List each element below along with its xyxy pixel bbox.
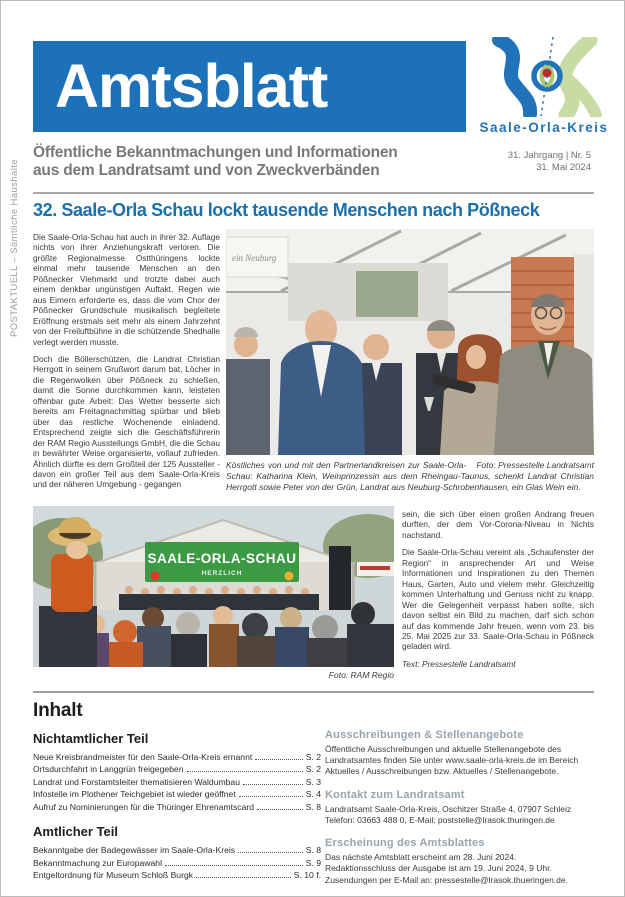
logo-wordmark: Saale-Orla-Kreis (479, 120, 609, 135)
banner-logo-left (151, 572, 160, 581)
article-headline: 32. Saale-Orla Schau lockt tausende Menschen nach Pößneck (33, 200, 540, 220)
toc-item[interactable] (33, 844, 321, 856)
toc-item-label: Aufruf zu Nominierungen für die Thüringer Ehrenamtscard (33, 801, 255, 812)
article-paragraph: Doch die Böllerschützen, die Landrat Christian Herrgott in seinem Grußwort darum bat, Löcher in die Regenwolken über Pößneck zu schießen, damit die Sonne durchkommen kann, leisteten offenbar gute Arbeit: Das Wetter besserte sich bereits am Freitagnachmittag spürbar und blieb über das restliche Wochenende einladend. Entsprechend zeigte sich die Geschäftsführerin der RAM Regio Ausstellungs GmbH, die die Schau in bewährter Weise organisierte, vollauf zufrieden. Ähnlich dürfte es dem Großteil der 125 Aussteller - davon ein großer Teil aus dem Saale-Orla-Kreis und der näheren Umgebung - gegangen (33, 353, 220, 490)
toc-item-page: S. 3 (305, 776, 321, 787)
toc-item-page: S. 9 (305, 857, 321, 868)
toc-leader-dots (165, 858, 303, 866)
toc-item[interactable] (33, 788, 321, 800)
crowd-photo (33, 506, 394, 667)
toc-section-heading: Amtlicher Teil (33, 824, 119, 840)
toc-item-page: S. 2 (305, 764, 321, 775)
toc-item-label: Neue Kreisbrandmeister für den Saale-Orla-Kreis ernannt (33, 752, 253, 762)
header-divider (33, 192, 594, 194)
toc-item[interactable] (33, 751, 321, 763)
main-photo-caption-text: Köstliches von und mit den Partnerlandkreisen zur Saale-Orla-Schau: Katharina Klein, Weinprinzessin aus dem Rheingau-Taunus, schenkt Landrat Christian Herrgott sowie Peter von der Grün, Landrat aus Neuburg-Schrobenhausen, ein Glas Wein ein. (226, 460, 594, 493)
article-paragraph: Die Saale-Orla-Schau vereint als „Schaufenster der Region“ in ansprechender Art und Weise Informationen und Inspirationen zu den Themen Haus, Garten, Auto und vielem mehr. Gleichzeitig kommen Unterhaltung und Genuss nicht zu knapp. Wer die Gelegenheit verpasst haben sollte, sich davon selbst ein Bild zu machen, darf sich schon auf das kommende Jahr freuen, wenn vom 23. bis 25. Mai 2025 zur 33. Saale-Orla-Schau in Pößneck geladen wird. (402, 547, 594, 652)
toc-leader-dots (238, 845, 303, 853)
main-photo-caption (226, 460, 594, 493)
postal-edge-label: POSTAKTUELL – Sämtliche Haushalte (9, 159, 20, 337)
toc-title: Inhalt (33, 700, 83, 721)
toc-leader-dots (187, 764, 303, 772)
toc-item-page: S. 8 (305, 845, 321, 856)
masthead-banner (33, 41, 466, 132)
toc-item-page: S. 8 (305, 801, 321, 812)
crowd-photo-credit: Foto: RAM Regio (328, 670, 394, 680)
masthead-title: Amtsblatt (55, 52, 328, 120)
info-submission-line: Zusendungen per E-Mail an: pressestelle@lrasok.thueringen.de. (325, 874, 568, 885)
toc-leader-dots (257, 802, 303, 810)
subtitle-line-2: aus dem Landratsamt und von Zweckverbänden (33, 162, 380, 180)
article-paragraph: Die Saale-Orla-Schau hat auch in ihrer 32. Auflage nichts von ihrer Anziehungskraft verloren. Die größte Regionalmesse Ostthüringens lockte einmal mehr tausende Menschen an den Pößnecker Viehmarkt und trotzte dabei auch einem denkbar ungünstigen Auftakt. Regen wie aus Eimern erforderte es, dass die vom Chor der Pößnecker Grundschule musikalisch begleitete Eröffnung erstmals seit mehr als einem Jahrzehnt von der Freiluftbühne in die schützende Shedhalle verlegt werden musste. (33, 232, 220, 347)
toc-item-label: Landrat und Forstamtsleiter thematisieren Waldumbau (33, 776, 240, 787)
logo-graphic-icon (469, 37, 619, 117)
stand-poster (356, 271, 418, 317)
toc-item-page: S. 4 (305, 789, 321, 800)
info-section-heading: Erscheinung des Amtsblattes (325, 837, 485, 850)
wall-pillar (574, 254, 594, 354)
saale-orla-kreis-logo (469, 37, 619, 143)
info-deadline-line: Redaktionsschluss der Ausgabe ist am 19. Juni 2024, 9 Uhr. (325, 863, 552, 874)
info-section-kontakt (325, 789, 594, 826)
stage-banner-subtitle: HERZLICH (201, 570, 243, 577)
article-paragraph: sein, die sich über einen großen Andrang freuen durften, der dem Vor-Corona-Niveau in Nichts nachstand. (402, 509, 594, 540)
content-divider (33, 691, 594, 693)
toc-item[interactable] (33, 763, 321, 775)
info-section-ausschreibungen (325, 729, 594, 778)
logo-blue-swoosh (499, 40, 530, 114)
toc-item-label: Bekanntmachung zur Europawahl (33, 857, 162, 868)
article-text-credit: Text: Pressestelle Landratsamt (402, 658, 516, 669)
issue-volume: 31. Jahrgang | Nr. 5 (507, 150, 591, 161)
subtitle (33, 144, 398, 181)
toc-section-heading: Nichtamtlicher Teil (33, 731, 149, 746)
subtitle-line-1: Öffentliche Bekanntmachungen und Informationen (33, 144, 398, 161)
toc-item-label: Ortsdurchfahrt in Langgrün freigegeben (33, 764, 184, 775)
main-photo-illustration (226, 229, 594, 455)
speaker (329, 546, 351, 610)
info-section-heading: Kontakt zum Landratsamt (325, 788, 465, 801)
banner-logo-right (285, 572, 294, 581)
info-address-line: Landratsamt Saale-Orla-Kreis, Oschitzer Straße 4, 07907 Schleiz (325, 803, 572, 814)
toc-item-label: Infostelle im Plothener Teichgebiet ist wieder geöffnet (33, 789, 236, 800)
stage-banner-title: SAALE-ORLA-SCHAU (147, 551, 297, 566)
toc-item-page: S. 10 f. (293, 870, 321, 881)
main-photo-credit: Foto: Pressestelle Landratsamt (476, 460, 594, 470)
toc-item-label: Bekanntgabe der Badegewässer im Saale-Orla-Kreis (33, 845, 236, 856)
info-section-erscheinung (325, 837, 594, 886)
toc-item[interactable] (33, 869, 321, 881)
toc-leader-dots (255, 752, 302, 760)
info-section-text: Öffentliche Ausschreibungen und aktuelle Stellenangebote des Landratsamtes finden Sie unter www.saale-orla-kreis.de im Bereich Aktuelles / Ausschreibungen bzw. Aktuelles / Stellenangebote. (325, 744, 579, 777)
toc-item-page: S. 2 (305, 752, 321, 762)
side-banner-text-stripe (360, 566, 390, 570)
info-next-issue-line: Das nächste Amtsblatt erscheint am 28. Juni 2024. (325, 852, 517, 863)
info-phone-email-line: Telefon: 03663 488 0, E-Mail: poststelle@lrasok.thuringen.de (325, 814, 555, 825)
toc-leader-dots (243, 777, 303, 785)
info-section-heading: Ausschreibungen & Stellenangebote (325, 729, 524, 741)
toc-leader-dots (196, 870, 291, 878)
toc-item[interactable] (33, 776, 321, 788)
toc-item[interactable] (33, 801, 321, 813)
article-column-right (402, 509, 594, 676)
toc-item[interactable] (33, 857, 321, 869)
toc-list (33, 731, 321, 882)
toc-leader-dots (239, 789, 303, 797)
crowd-foreground (81, 602, 394, 667)
issue-info (508, 150, 591, 174)
info-column (325, 729, 594, 897)
crowd-photo-illustration (33, 506, 394, 667)
main-photo (226, 229, 594, 455)
toc-item-label: Entgeltordnung für Museum Schloß Burgk (33, 870, 194, 881)
issue-date: 31. Mai 2024 (536, 161, 591, 173)
article-column-left (33, 232, 220, 497)
exhibitor-sign-text: ein Neuburg (232, 253, 277, 263)
